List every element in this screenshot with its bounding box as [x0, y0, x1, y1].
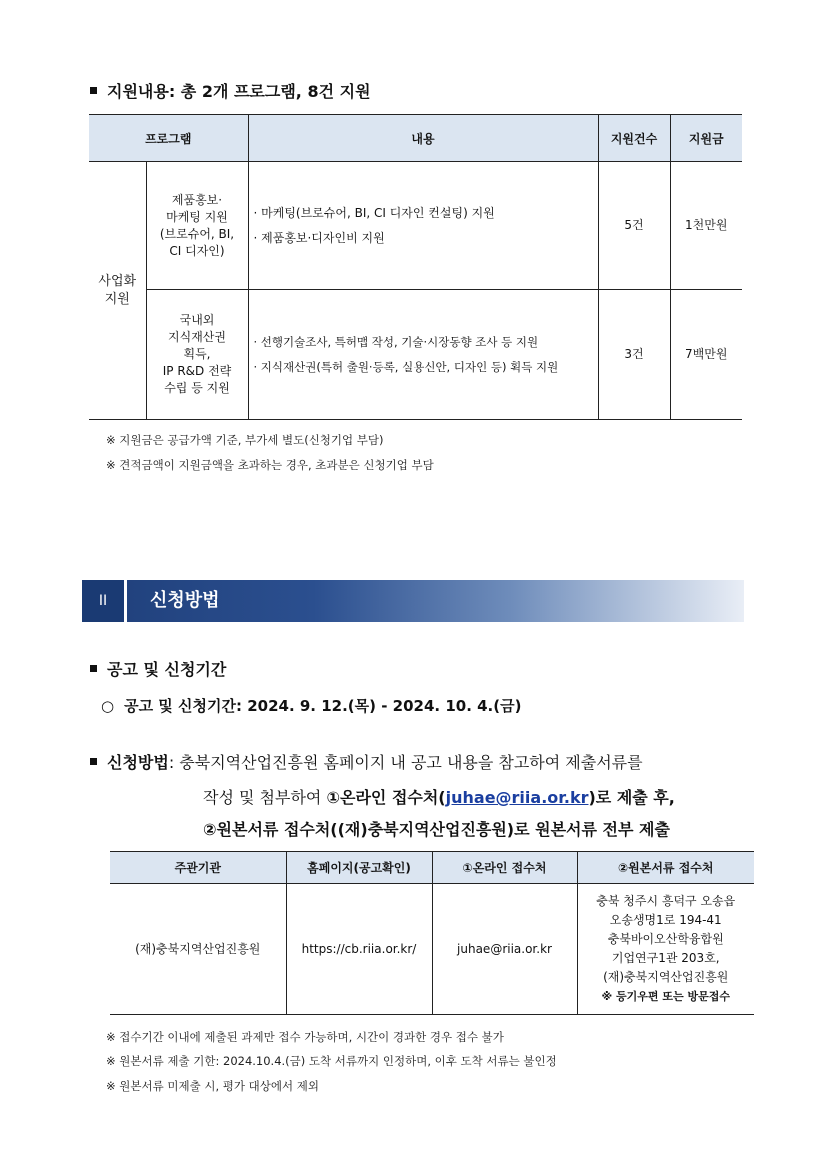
- program-line: 제품홍보·: [171, 192, 223, 207]
- program-line: 지식재산권: [168, 330, 226, 344]
- content-cell: [248, 290, 598, 420]
- category-line: 지원: [104, 291, 130, 307]
- submission-note: ※ 원본서류 제출 기한: 2024.10.4.(금) 도착 서류까지 인정하며, 이후 도착 서류는 불인정: [106, 1054, 557, 1068]
- table-row: [110, 884, 754, 1015]
- table-header-row: [89, 115, 742, 162]
- square-bullet-icon: [90, 87, 97, 94]
- amount-cell: 1천만원: [670, 162, 742, 290]
- table-header-row: [110, 852, 754, 884]
- table-row: [89, 162, 742, 290]
- content-line: · 지식재산권(특허 출원·등록, 실용신안, 디자인 등) 획득 지원: [253, 359, 559, 374]
- square-bullet-icon: [90, 758, 97, 765]
- online-cell[interactable]: juhae@riia.or.kr: [432, 884, 577, 1015]
- method-text: 작성 및 첨부하여: [203, 788, 327, 807]
- count-cell: 5건: [598, 162, 670, 290]
- program-line: 수립 등 지원: [164, 381, 230, 395]
- header-count: 지원건수: [598, 115, 670, 162]
- support-note: ※ 지원금은 공급가액 기준, 부가세 별도(신청기업 부담): [106, 433, 384, 447]
- org-cell: (재)충북지역산업진흥원: [110, 884, 286, 1015]
- program-line: 국내외: [179, 313, 215, 327]
- support-content-heading: [90, 79, 371, 102]
- method-text: : 충북지역산업진흥원 홈페이지 내 공고 내용을 참고하여 제출서류를: [168, 753, 643, 772]
- program-line: 마케팅 지원: [166, 209, 228, 224]
- period-heading: [90, 657, 226, 680]
- program-line: 획득,: [183, 347, 211, 361]
- header-program: 프로그램: [89, 115, 248, 162]
- period-heading-text: 공고 및 신청기간: [107, 660, 227, 679]
- address-note: ※ 등기우편 또는 방문접수: [601, 990, 730, 1003]
- method-line-2: [203, 785, 675, 808]
- header-online: ①온라인 접수처: [432, 852, 577, 884]
- table-row: [89, 290, 742, 420]
- online-email-link[interactable]: juhae@riia.or.kr: [445, 788, 589, 807]
- section-title: 신청방법: [150, 590, 220, 611]
- header-org: 주관기관: [110, 852, 286, 884]
- address-line: 충북바이오산학융합원: [607, 932, 724, 946]
- category-line: 사업화: [98, 273, 137, 289]
- period-detail: [101, 695, 521, 716]
- address-cell: [577, 884, 754, 1015]
- submission-table: [110, 851, 754, 1015]
- count-cell: 3건: [598, 290, 670, 420]
- submission-note: ※ 원본서류 미제출 시, 평가 대상에서 제외: [106, 1079, 319, 1093]
- header-original: ②원본서류 접수처: [577, 852, 754, 884]
- header-content: 내용: [248, 115, 598, 162]
- address-line: 오송생명1로 194-41: [609, 913, 722, 927]
- method-label: 신청방법: [107, 753, 169, 772]
- section-number: II: [82, 580, 127, 622]
- submission-note: ※ 접수기간 이내에 제출된 과제만 접수 가능하며, 시간이 경과한 경우 접수 불가: [106, 1030, 504, 1044]
- square-bullet-icon: [90, 665, 97, 672]
- homepage-cell[interactable]: https://cb.riia.or.kr/: [286, 884, 432, 1015]
- header-amount: 지원금: [670, 115, 742, 162]
- support-content-heading-text: 지원내용: 총 2개 프로그램, 8건 지원: [107, 82, 371, 101]
- support-note: ※ 견적금액이 지원금액을 초과하는 경우, 초과분은 신청기업 부담: [106, 458, 434, 472]
- content-cell: [248, 162, 598, 290]
- circle-bullet-icon: ○: [101, 697, 115, 715]
- program-line: IP R&D 전략: [162, 364, 232, 378]
- section-header-bar: [82, 580, 744, 622]
- program-cell: [146, 162, 248, 290]
- program-cell: [146, 290, 248, 420]
- address-line: 기업연구1관 203호,: [611, 951, 720, 965]
- address-line: 충북 청주시 흥덕구 오송읍: [596, 894, 736, 908]
- address-line: (재)충북지역산업진흥원: [603, 970, 729, 984]
- method-bold-text: ①온라인 접수처(: [326, 788, 446, 807]
- header-homepage: 홈페이지(공고확인): [286, 852, 432, 884]
- program-line: CI 디자인): [169, 243, 225, 258]
- category-cell: [89, 162, 146, 420]
- content-line: · 제품홍보·디자인비 지원: [253, 230, 385, 245]
- method-line-1: [90, 750, 643, 773]
- support-program-table: [89, 114, 742, 420]
- content-line: · 마케팅(브로슈어, BI, CI 디자인 컨설팅) 지원: [253, 205, 495, 220]
- amount-cell: 7백만원: [670, 290, 742, 420]
- content-line: · 선행기술조사, 특허맵 작성, 기술·시장동향 조사 등 지원: [253, 334, 539, 349]
- program-line: (브로슈어, BI,: [159, 226, 235, 241]
- period-detail-text: 공고 및 신청기간: 2024. 9. 12.(목) - 2024. 10. 4.(금): [124, 697, 522, 715]
- method-line-3: ②원본서류 접수처((재)충북지역산업진흥원)로 원본서류 전부 제출: [203, 820, 670, 839]
- method-bold-text: )로 제출 후,: [588, 788, 675, 807]
